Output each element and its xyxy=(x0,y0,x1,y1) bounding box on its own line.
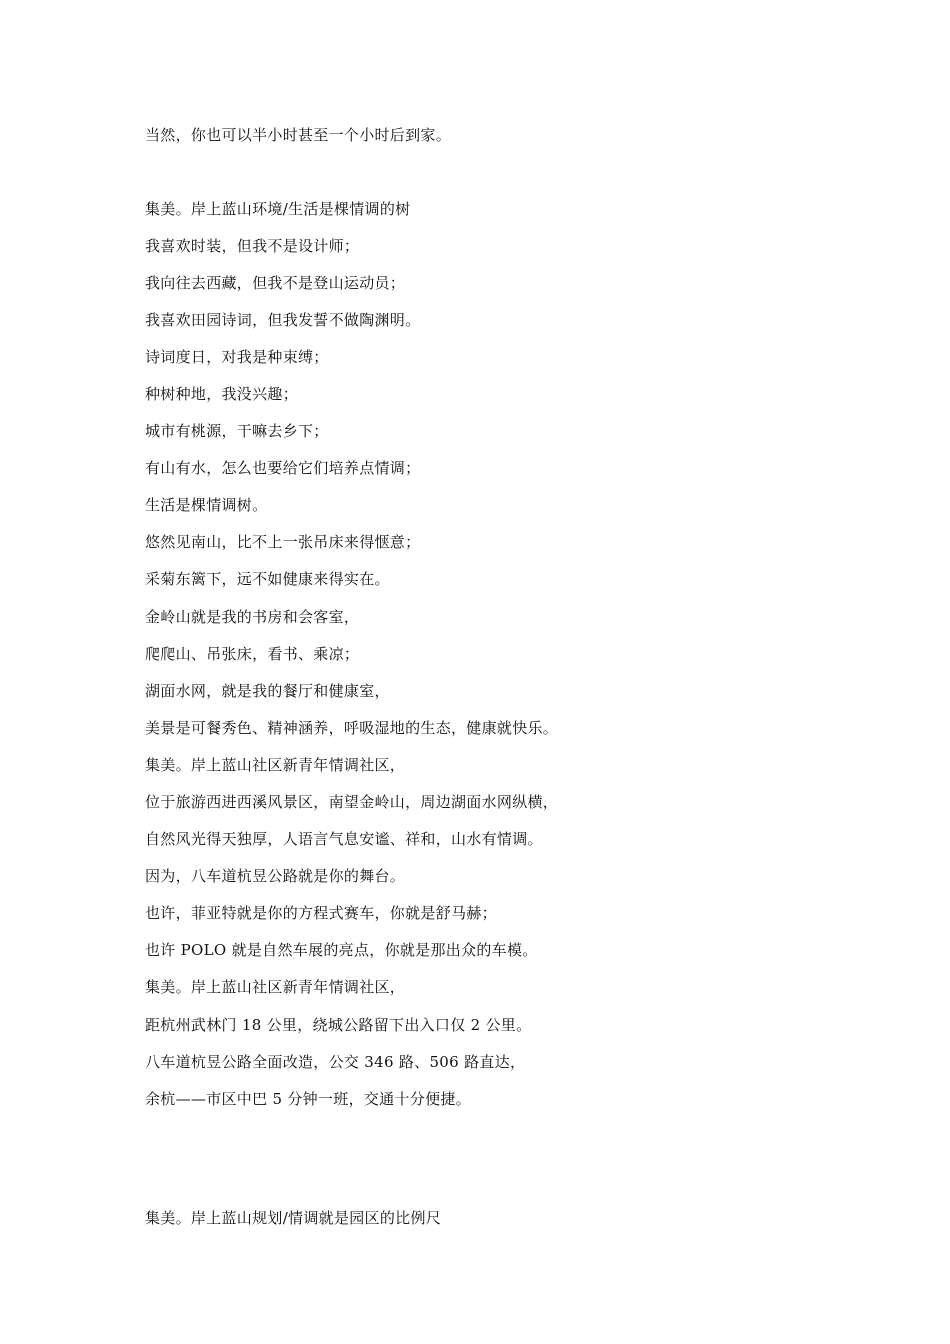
text-line: 美景是可餐秀色、精神涵养，呼吸湿地的生态，健康就快乐。 xyxy=(145,719,559,737)
text-line: 也许 POLO 就是自然车展的亮点，你就是那出众的车模。 xyxy=(145,941,538,959)
text-line: 爬爬山、吊张床，看书、乘凉； xyxy=(145,645,360,663)
section-heading-environment: 集美。岸上蓝山环境/生活是棵情调的树 xyxy=(145,200,411,218)
text-line: 悠然见南山，比不上一张吊床来得惬意； xyxy=(145,533,421,551)
text-line: 我喜欢时装，但我不是设计师； xyxy=(145,237,360,255)
text-line: 余杭——市区中巴 5 分钟一班，交通十分便捷。 xyxy=(145,1090,471,1108)
text-line: 诗词度日，对我是种束缚； xyxy=(145,348,329,366)
text-line: 因为，八车道杭昱公路就是你的舞台。 xyxy=(145,867,406,885)
text-line: 种树种地，我没兴趣； xyxy=(145,385,299,403)
section-heading-planning: 集美。岸上蓝山规划/情调就是园区的比例尺 xyxy=(145,1209,442,1227)
text-line: 集美。岸上蓝山社区新青年情调社区， xyxy=(145,978,406,996)
text-line: 有山有水，怎么也要给它们培养点情调； xyxy=(145,459,421,477)
text-line: 八车道杭昱公路全面改造，公交 346 路、506 路直达， xyxy=(145,1053,526,1071)
text-line: 城市有桃源，干嘛去乡下； xyxy=(145,422,329,440)
text-line: 也许，菲亚特就是你的方程式赛车，你就是舒马赫； xyxy=(145,904,497,922)
text-line: 集美。岸上蓝山社区新青年情调社区， xyxy=(145,756,406,774)
text-line: 湖面水网，就是我的餐厅和健康室， xyxy=(145,682,390,700)
text-line: 位于旅游西进西溪风景区，南望金岭山，周边湖面水网纵横， xyxy=(145,793,559,811)
text-line: 生活是棵情调树。 xyxy=(145,496,268,514)
text-line: 我喜欢田园诗词，但我发誓不做陶渊明。 xyxy=(145,311,421,329)
text-line: 我向往去西藏，但我不是登山运动员； xyxy=(145,274,406,292)
text-line: 采菊东篱下，远不如健康来得实在。 xyxy=(145,570,390,588)
text-line: 金岭山就是我的书房和会客室， xyxy=(145,608,360,626)
intro-paragraph: 当然，你也可以半小时甚至一个小时后到家。 xyxy=(145,126,452,144)
text-line: 自然风光得天独厚，人语言气息安谧、祥和，山水有情调。 xyxy=(145,830,543,848)
text-line: 距杭州武林门 18 公里，绕城公路留下出入口仅 2 公里。 xyxy=(145,1016,532,1034)
